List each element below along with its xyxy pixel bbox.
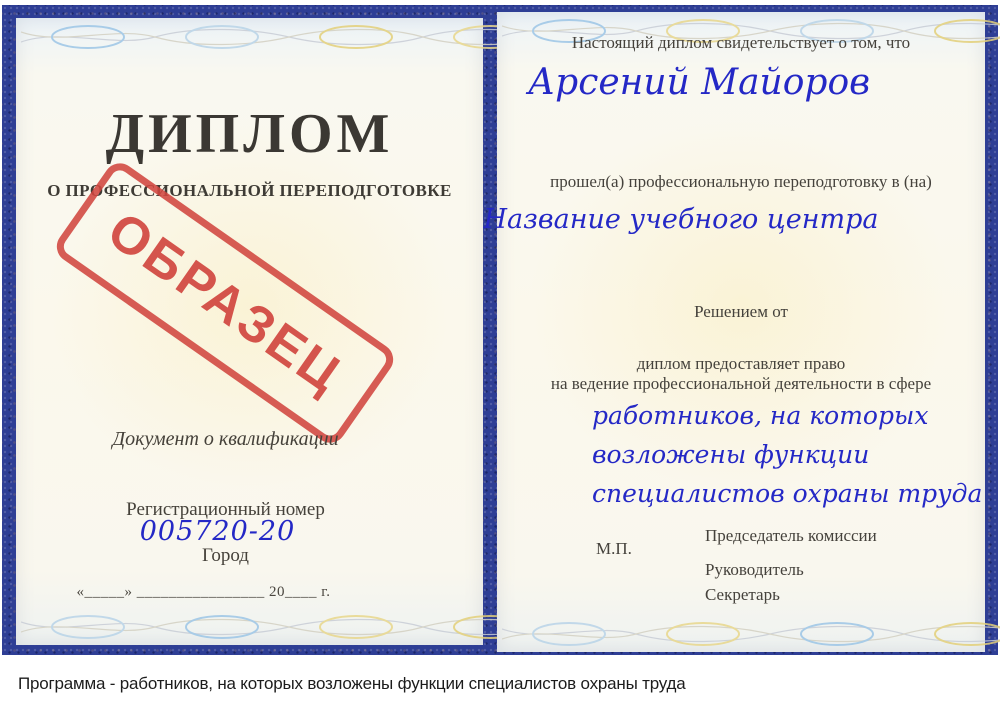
signature-secretary: Секретарь <box>705 585 780 604</box>
registration-number-value: 005720-20 <box>139 516 296 547</box>
sample-stamp-label: ОБРАЗЕЦ <box>97 201 353 405</box>
city-label: Город <box>202 545 249 566</box>
program-caption: Программа - работников, на которых возложены функции специалистов охраны труда <box>18 674 686 693</box>
grant-right-line2: на ведение профессиональной деятельности в сфере <box>550 374 932 393</box>
seal-place-label: М.П. <box>596 539 632 558</box>
guilloche-band-bottom-right <box>502 619 1000 649</box>
diploma-title: ДИПЛОМ <box>105 103 394 165</box>
registration-number-label: Регистрационный номер <box>126 499 325 520</box>
grant-right-statement <box>497 354 985 394</box>
diploma-subtitle: О ПРОФЕССИОНАЛЬНОЙ ПЕРЕПОДГОТОВКЕ <box>47 181 452 200</box>
diploma-cover-page <box>16 18 483 645</box>
sphere-line-1: работников, на которых <box>592 401 929 430</box>
activity-sphere-handwritten <box>592 396 982 513</box>
document-type-label: Документ о квалификации <box>112 428 339 450</box>
date-blank-line: «_____» ________________ 20____ г. <box>76 584 331 600</box>
sphere-line-3: специалистов охраны труда <box>592 479 983 508</box>
grant-right-line1: диплом предоставляет право <box>636 354 846 373</box>
sphere-line-2: возложены функции <box>592 440 870 469</box>
signature-head: Руководитель <box>705 560 804 579</box>
certify-statement: Настоящий диплом свидетельствует о том, что <box>571 33 911 52</box>
decision-date-label: Решением от <box>694 302 788 321</box>
diploma-inner-page <box>483 12 985 652</box>
training-center-handwritten: Название учебного центра <box>483 204 879 235</box>
blue-backdrop <box>2 5 998 655</box>
holder-name-handwritten: Арсений Майоров <box>527 62 871 103</box>
completed-retraining-line: прошел(а) профессиональную переподготовку в (на) <box>550 172 932 191</box>
signature-chairman: Председатель комиссии <box>705 526 877 545</box>
